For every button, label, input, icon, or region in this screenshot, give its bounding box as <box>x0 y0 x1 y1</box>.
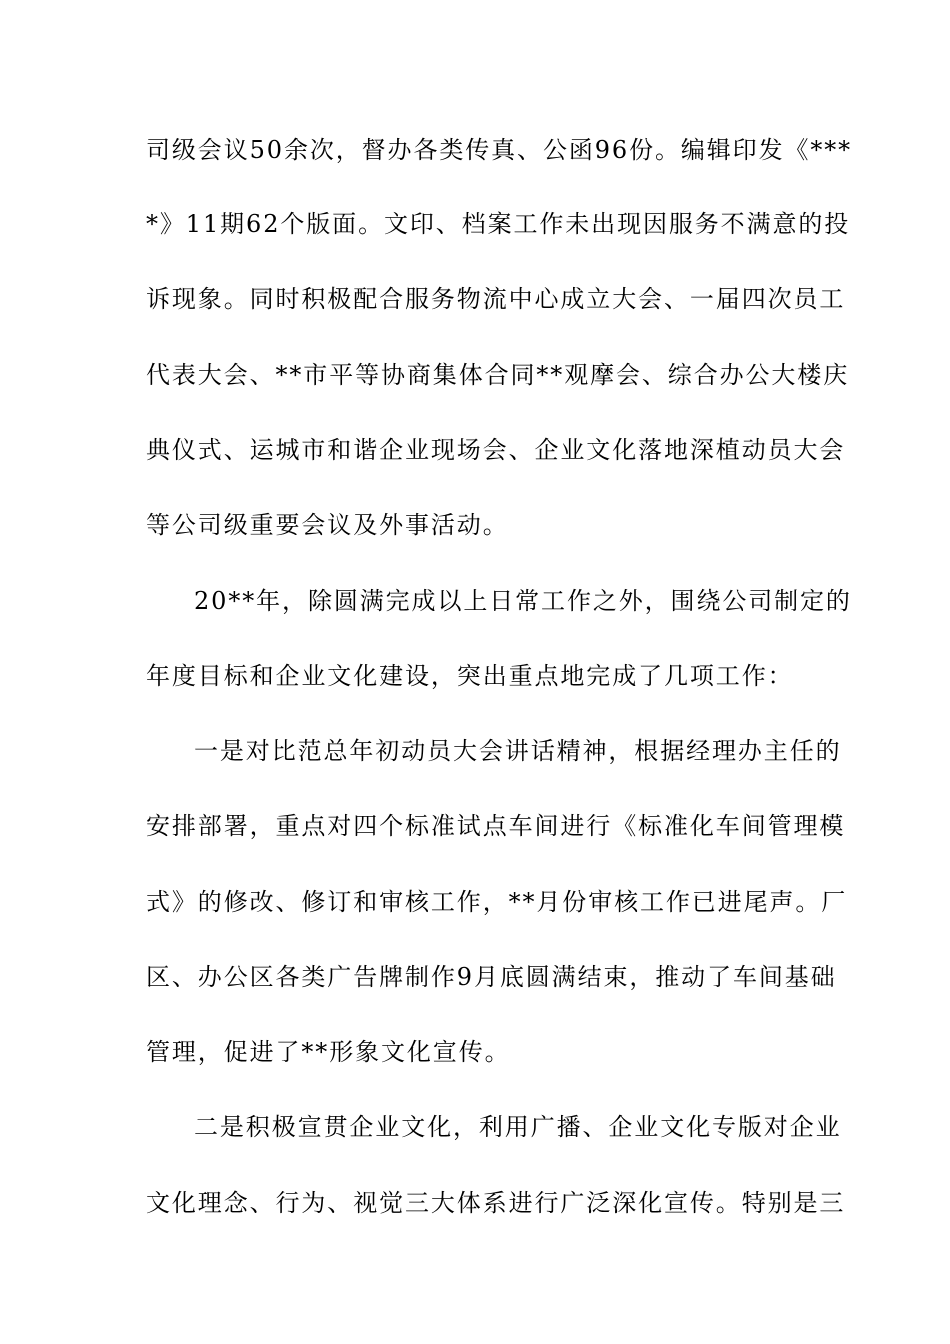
text-line: 式》的修改、修订和审核工作，**月份审核工作已进尾声。厂 <box>146 888 848 916</box>
text-line: 安排部署，重点对四个标准试点车间进行《标准化车间管理模 <box>146 812 846 840</box>
text-line: 区、办公区各类广告牌制作9月底圆满结束，推动了车间基础 <box>146 963 837 991</box>
text-line: *》11期62个版面。文印、档案工作未出现因服务不满意的投 <box>146 210 851 238</box>
text-line: 年度目标和企业文化建设，突出重点地完成了几项工作： <box>146 662 794 690</box>
text-line: 司级会议50余次，督办各类传真、公函96份。编辑印发《*** <box>146 136 853 164</box>
text-line: 代表大会、**市平等协商集体合同**观摩会、综合办公大楼庆 <box>146 361 850 389</box>
text-line: 典仪式、运城市和谐企业现场会、企业文化落地深植动员大会 <box>146 436 846 464</box>
text-line: 二是积极宣贯企业文化，利用广播、企业文化专版对企业 <box>194 1113 842 1141</box>
text-line: 诉现象。同时积极配合服务物流中心成立大会、一届四次员工 <box>146 285 846 313</box>
text-line: 20**年，除圆满完成以上日常工作之外，围绕公司制定的 <box>194 587 852 615</box>
text-line: 一是对比范总年初动员大会讲话精神，根据经理办主任的 <box>194 737 842 765</box>
text-line: 等公司级重要会议及外事活动。 <box>146 511 509 539</box>
text-line: 管理，促进了**形象文化宣传。 <box>146 1038 511 1066</box>
text-line: 文化理念、行为、视觉三大体系进行广泛深化宣传。特别是三 <box>146 1189 846 1217</box>
